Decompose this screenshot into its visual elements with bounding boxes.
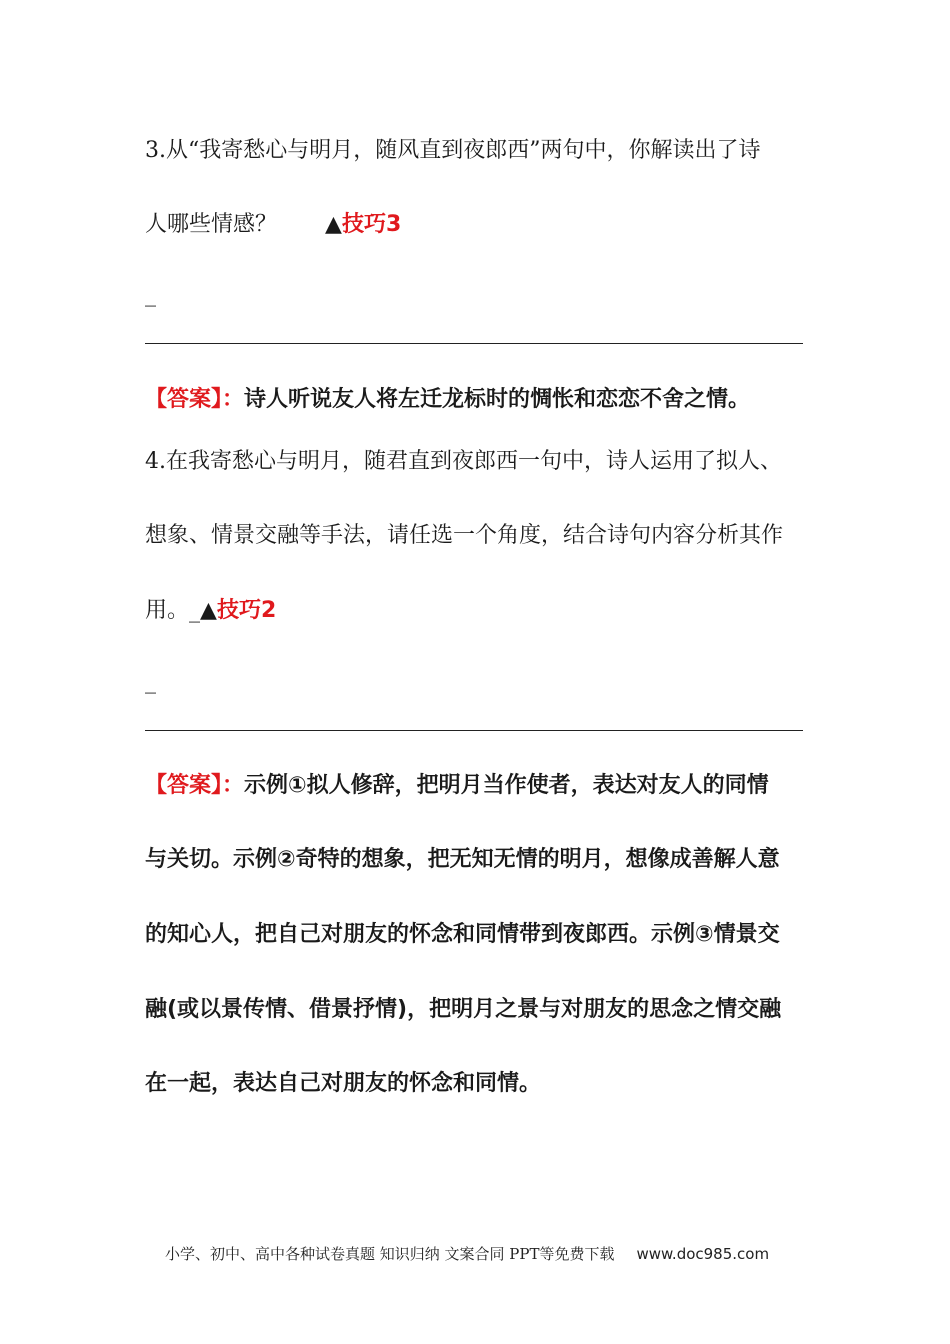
answer-text: 诗人听说友人将左迁龙标时的惆怅和恋恋不舍之情。: [244, 387, 751, 412]
page-footer: [165, 1243, 769, 1264]
answer-4-line-2: 与关切。示例②奇特的想象，把无知无情的明月，想像成善解人意: [145, 847, 780, 872]
tip-label: 技巧3: [341, 212, 402, 237]
question-3-prompt: 人哪些情感？: [145, 212, 278, 237]
answer-blank-mark: _: [145, 669, 156, 694]
answer-line: [145, 730, 803, 731]
question-3-line-1: 3.从“我寄愁心与明月，随风直到夜郎西”两句中，你解读出了诗: [145, 138, 761, 163]
question-4-line-2: 想象、情景交融等手法，请任选一个角度，结合诗句内容分析其作: [145, 523, 784, 548]
answer-text: 示例①拟人修辞，把明月当作使者，表达对友人的同情: [244, 773, 769, 798]
answer-4-line-4: 融(或以景传情、借景抒情)，把明月之景与对朋友的思念之情交融: [145, 997, 782, 1022]
answer-blank-mark: _: [145, 282, 156, 307]
question-4-prompt-end: 用。_: [145, 598, 201, 623]
answer-label: 【答案】：: [145, 773, 245, 798]
answer-3: [145, 385, 750, 415]
tip-label: 技巧2: [216, 598, 277, 623]
footer-url[interactable]: www.doc985.com: [636, 1245, 770, 1263]
answer-label: 【答案】：: [145, 387, 245, 412]
answer-4-line-3: 的知心人，把自己对朋友的怀念和同情带到夜郎西。示例③情景交: [145, 922, 780, 947]
question-4-line-1: 4.在我寄愁心与明月，随君直到夜郎西一句中，诗人运用了拟人、: [145, 449, 782, 474]
triangle-icon: ▲: [200, 598, 217, 623]
question-3-line-2: [145, 210, 401, 240]
question-4-line-3: [145, 596, 276, 626]
answer-4-line-1: [145, 771, 769, 801]
answer-line: [145, 343, 803, 344]
triangle-icon: ▲: [325, 212, 342, 237]
answer-4-line-5: 在一起，表达自己对朋友的怀念和同情。: [145, 1071, 542, 1096]
footer-text: 小学、初中、高中各种试卷真题 知识归纳 文案合同 PPT等免费下载: [165, 1245, 615, 1263]
